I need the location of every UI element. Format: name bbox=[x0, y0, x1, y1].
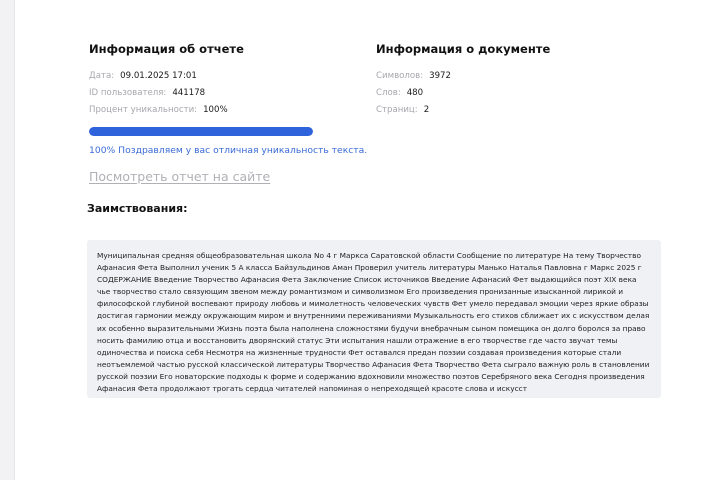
date-row bbox=[89, 71, 197, 81]
user-id-value: 441178 bbox=[172, 88, 206, 98]
uniqueness-row bbox=[89, 105, 228, 115]
report-info-heading: Информация об отчете bbox=[89, 42, 244, 56]
pages-label: Страниц: bbox=[376, 105, 418, 115]
borrowings-text: Муниципальная средняя общеобразовательная школа No 4 г Маркса Саратовской области Сообщение по литературе На тему Творчество Афанасия Фета Выполнил ученик 5 А класса Байзульдинов Аман Проверил учитель литературы Манько Наталья Павловна г Маркс 2025 г СОДЕРЖАНИЕ Введение Творчество Афанасия Фета Заключение Список источников Введение Афанасий Фет выдающийся поэт XIX века чье творчество стало связующим звеном между романтизмом и символизмом Его произведения пронизанные изысканной лирикой и философской глубиной воспевают природу любовь и мимолетность человеческих чувств Фет умело передавал эмоции через яркие образы достигая гармонии между окружающим миром и внутренними переживаниями Музыкальность его стихов сближает их с искусством делая их особенно выразительными Жизнь поэта была наполнена сложностями будучи внебрачным сыном помещика он долго боролся за право носить фамилию отца и восстановить дворянский статус Эти испытания нашли отражение в его творчестве где часто звучат темы одиночества и поиска себя Несмотря на жизненные трудности Фет оставался предан поэзии создавая произведения которые стали неотъемлемой частью русской классической литературы Творчество Афанасия Фета Творчество Фета сыграло важную роль в становлении русской поэзии Его новаторские подходы к форме и содержанию вдохновили множество поэтов Серебряного века Сегодня произведения Афанасия Фета продолжают трогать сердца читателей напоминая о непреходящей красоте слова и искусст bbox=[97, 251, 650, 394]
uniqueness-label: Процент уникальности: bbox=[89, 105, 198, 115]
pages-value: 2 bbox=[423, 105, 430, 115]
uniqueness-value: 100% bbox=[203, 105, 228, 115]
chars-value: 3972 bbox=[429, 71, 451, 81]
user-id-label: ID пользователя: bbox=[89, 88, 167, 98]
words-value: 480 bbox=[406, 88, 424, 98]
document-info-heading: Информация о документе bbox=[376, 42, 551, 56]
words-row bbox=[376, 88, 423, 98]
borrowings-text-box bbox=[87, 240, 661, 398]
chars-row bbox=[376, 71, 451, 81]
words-label: Слов: bbox=[376, 88, 401, 98]
date-value: 09.01.2025 17:01 bbox=[120, 71, 197, 81]
borrowings-title: Заимствования: bbox=[87, 202, 188, 215]
pages-row bbox=[376, 105, 429, 115]
uniqueness-progress-bar bbox=[89, 127, 313, 136]
date-label: Дата: bbox=[89, 71, 115, 81]
view-report-link[interactable]: Посмотреть отчет на сайте bbox=[89, 169, 271, 184]
chars-label: Символов: bbox=[376, 71, 424, 81]
uniqueness-progress-fill bbox=[89, 127, 313, 136]
user-id-row bbox=[89, 88, 205, 98]
uniqueness-congrats-text: 100% Поздравляем у вас отличная уникальность текста. bbox=[89, 145, 368, 156]
